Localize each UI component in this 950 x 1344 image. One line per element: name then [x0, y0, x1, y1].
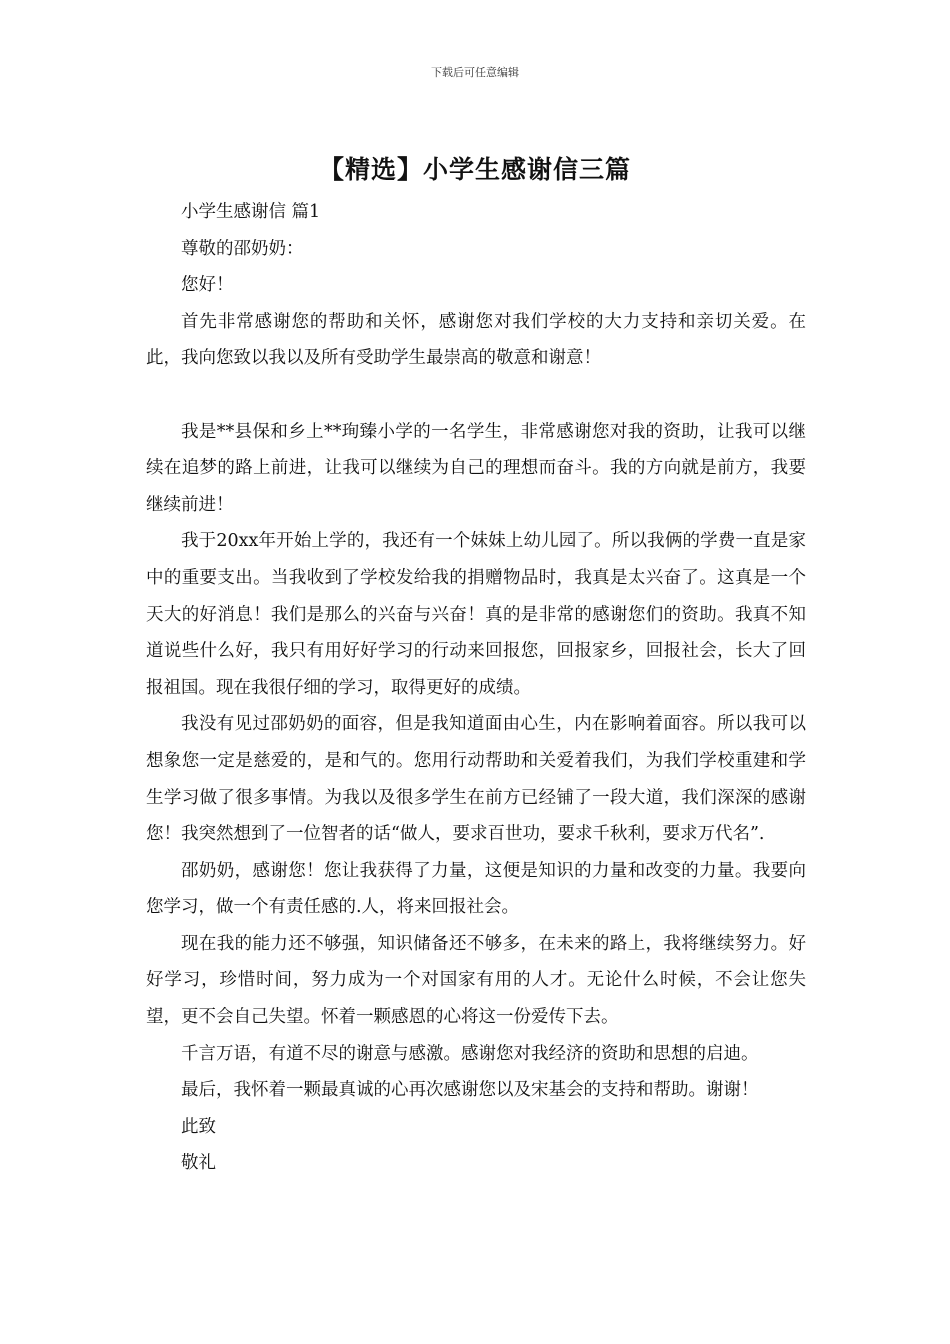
- document-body: [146, 194, 806, 1182]
- document-title: 【精选】小学生感谢信三篇: [318, 155, 631, 184]
- paragraph: 千言万语，有道不尽的谢意与感激。感谢您对我经济的资助和思想的启迪。: [181, 1043, 759, 1064]
- closing-salute: 敬礼: [181, 1153, 216, 1174]
- paragraph: 我是**县保和乡上**珣臻小学的一名学生，非常感谢您对我的资助，让我可以继续在追梦的路上前进，让我可以继续为自己的理想而奋斗。我的方向就是前方，我要继续前进！: [146, 421, 806, 515]
- greeting: 您好！: [181, 275, 234, 296]
- salutation: 尊敬的邵奶奶：: [181, 238, 304, 259]
- paragraph: 最后，我怀着一颗最真诚的心再次感谢您以及宋基会的支持和帮助。谢谢！: [181, 1080, 759, 1101]
- page-header-note: 下载后可任意编辑: [431, 66, 519, 79]
- paragraph: 邵奶奶，感谢您！您让我获得了力量，这便是知识的力量和改变的力量。我要向您学习，做一个有责任感的.人，将来回报社会。: [146, 860, 806, 918]
- closing-line: 此致: [181, 1116, 216, 1137]
- section-heading: 小学生感谢信 篇1: [181, 202, 321, 222]
- paragraph: 现在我的能力还不够强，知识储备还不够多，在未来的路上，我将继续努力。好好学习，珍惜时间，努力成为一个对国家有用的人才。无论什么时候，不会让您失望，更不会自己失望。怀着一颗感恩的心将这一份爱传下去。: [146, 933, 806, 1028]
- paragraph: 首先非常感谢您的帮助和关怀，感谢您对我们学校的大力支持和亲切关爱。在此，我向您致以我以及所有受助学生最崇高的敬意和谢意！: [146, 311, 806, 369]
- paragraph: 我于20xx年开始上学的，我还有一个妹妹上幼儿园了。所以我俩的学费一直是家中的重要支出。当我收到了学校发给我的捐赠物品时，我真是太兴奋了。这真是一个天大的好消息！我们是那么的兴奋与兴奋！真的是非常的感谢您们的资助。我真不知道说些什么好，我只有用好好学习的行动来回报您，回报家乡，回报社会，长大了回报祖国。现在我很仔细的学习，取得更好的成绩。: [146, 531, 806, 698]
- paragraph: 我没有见过邵奶奶的面容，但是我知道面由心生，内在影响着面容。所以我可以想象您一定是慈爱的，是和气的。您用行动帮助和关爱着我们，为我们学校重建和学生学习做了很多事情。为我以及很多学生在前方已经铺了一段大道，我们深深的感谢您！我突然想到了一位智者的话“做人，要求百世功，要求千秋利，要求万代名”.: [146, 714, 806, 845]
